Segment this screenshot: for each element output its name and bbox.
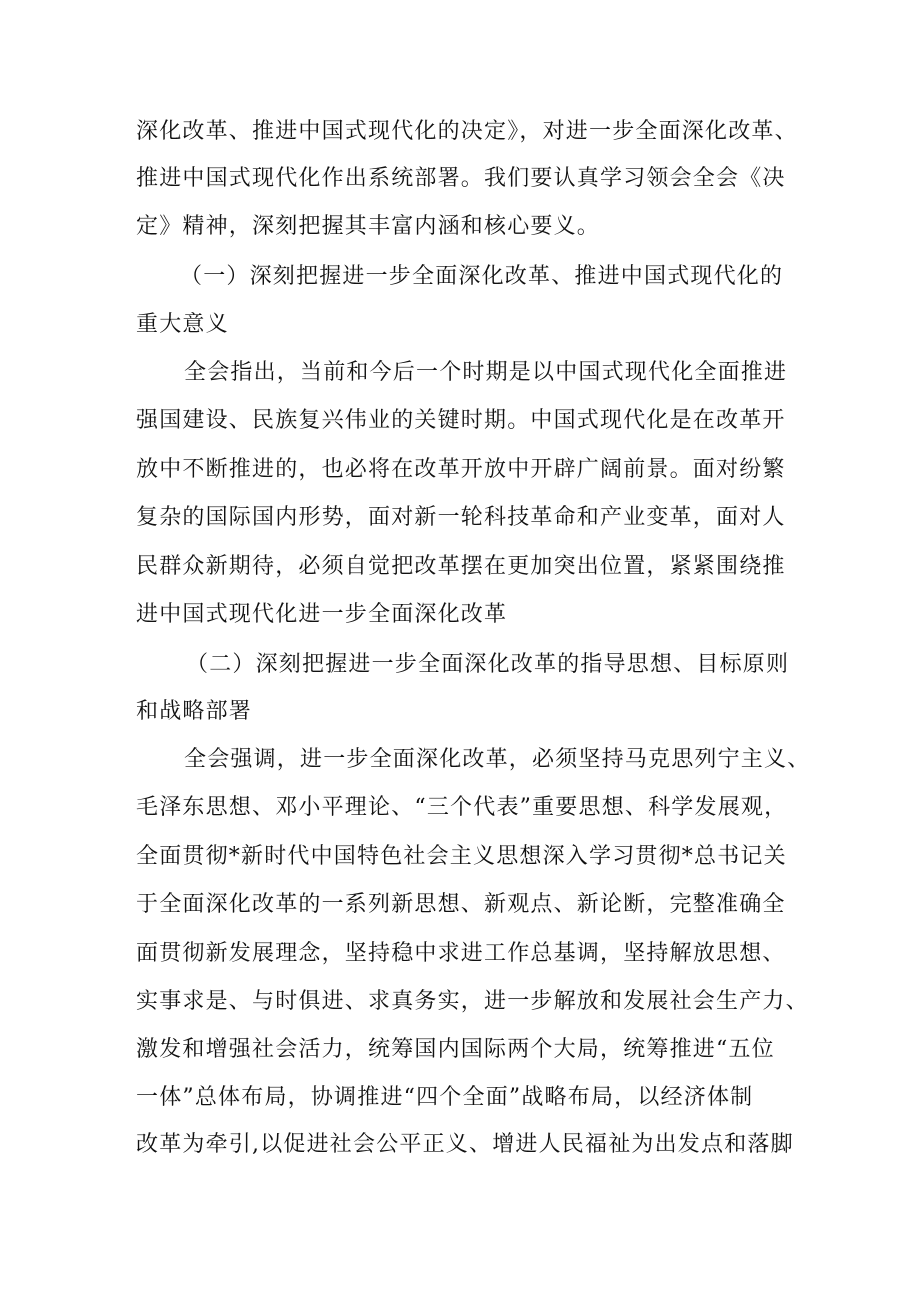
text-line: 改革为牵引,以促进社会公平正义、增进人民福祉为出发点和落脚 [136,1132,794,1157]
text-line: 实事求是、与时俱进、求真务实，进一步解放和发展社会生产力、 [136,989,809,1014]
text-line: 推进中国式现代化作出系统部署。我们要认真学习领会全会《决 [136,166,786,191]
text-line: 深化改革、推进中国式现代化的决定》，对进一步全面深化改革、 [136,119,798,144]
text-line: 定》精神，深刻把握其丰富内涵和核心要义。 [136,214,601,239]
text-line: 激发和增强社会活力，统筹国内国际两个大局，统筹推进“五位 [136,1037,775,1062]
text-line: 放中不断推进的，也必将在改革开放中开辟广阔前景。面对纷繁 [136,457,786,482]
text-line: 全会强调，进一步全面深化改革，必须坚持马克思列宁主义、 [184,747,811,772]
section-heading-1: （一）深刻把握进一步全面深化改革、推进中国式现代化的 [180,264,784,289]
text-line: 面贯彻新发展理念，坚持稳中求进工作总基调，坚持解放思想、 [136,941,786,966]
text-line: 全面贯彻*新时代中国特色社会主义思想深入学习贯彻*总书记关 [136,844,787,869]
text-line: 一体”总体布局，协调推进“四个全面”战略布局，以经济体制 [136,1085,754,1110]
text-line: 于全面深化改革的一系列新思想、新观点、新论断，完整准确全 [136,892,786,917]
section-heading-2-cont: 和战略部署 [136,699,253,724]
section-heading-1-cont: 重大意义 [136,312,229,337]
text-line: 全会指出，当前和今后一个时期是以中国式现代化全面推进 [184,360,788,385]
section-heading-2: （二）深刻把握进一步全面深化改革的指导思想、目标原则 [186,652,790,677]
text-line: 强国建设、民族复兴伟业的关键时期。中国式现代化是在改革开 [136,408,786,433]
text-line: 毛泽东思想、邓小平理论、“三个代表”重要思想、科学发展观， [136,795,788,820]
text-line: 民群众新期待，必须自觉把改革摆在更加突出位置，紧紧围绕推 [136,554,786,579]
text-line: 复杂的国际国内形势，面对新一轮科技革命和产业变革，面对人 [136,505,786,530]
text-line: 进中国式现代化进一步全面深化改革 [136,602,508,627]
